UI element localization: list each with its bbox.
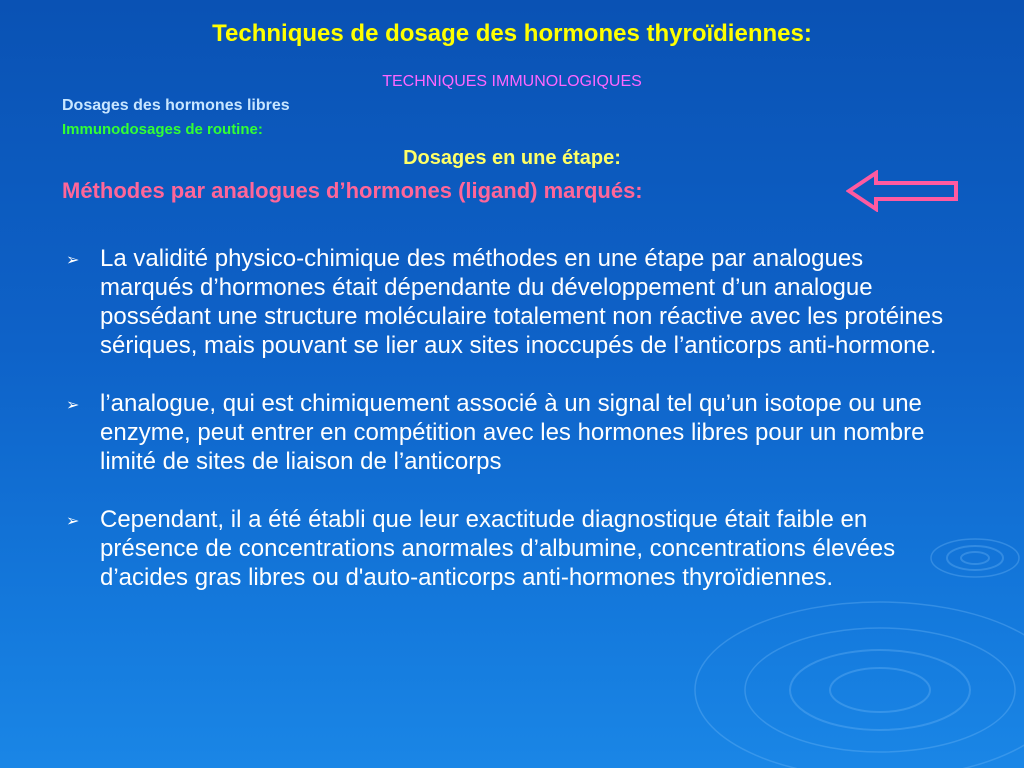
bullet-list: [62, 244, 962, 592]
list-item: [62, 389, 962, 476]
subtitle-free-hormones: Dosages des hormones libres: [62, 97, 290, 114]
left-arrow-icon: [846, 170, 962, 212]
subtitle-technique: TECHNIQUES IMMUNOLOGIQUES: [382, 73, 642, 90]
list-item-text: l’analogue, qui est chimiquement associé à un signal tel qu’un isotope ou une enzyme, peut entrer en compétition avec les hormones libres pour un nombre limité de sites de liaison de l’anticorps: [100, 390, 925, 475]
subtitle-methods: Méthodes par analogues d’hormones (ligand) marqués:: [62, 178, 643, 203]
chevron-right-icon: ➢: [66, 397, 80, 414]
list-item: [62, 505, 962, 592]
subtitle-routine: Immunodosages de routine:: [62, 121, 263, 138]
slide-title: Techniques de dosage des hormones thyroïdiennes:: [212, 20, 812, 47]
list-item: [62, 244, 962, 360]
list-item-text: La validité physico-chimique des méthodes en une étape par analogues marqués d’hormones était dépendante du développement d’un analogue possédant une structure moléculaire totalement non réactive avec les protéines sériques, mais pouvant se lier aux sites inoccupés de l’anticorps anti-hormone.: [100, 245, 944, 359]
chevron-right-icon: ➢: [66, 252, 80, 269]
chevron-right-icon: ➢: [66, 513, 80, 530]
subtitle-one-step: Dosages en une étape:: [403, 147, 621, 169]
list-item-text: Cependant, il a été établi que leur exactitude diagnostique était faible en présence de concentrations anormales d’albumine, concentrations élevées d’acides gras libres ou d'auto-anticorps anti-hormones thyroïdiennes.: [100, 506, 896, 591]
